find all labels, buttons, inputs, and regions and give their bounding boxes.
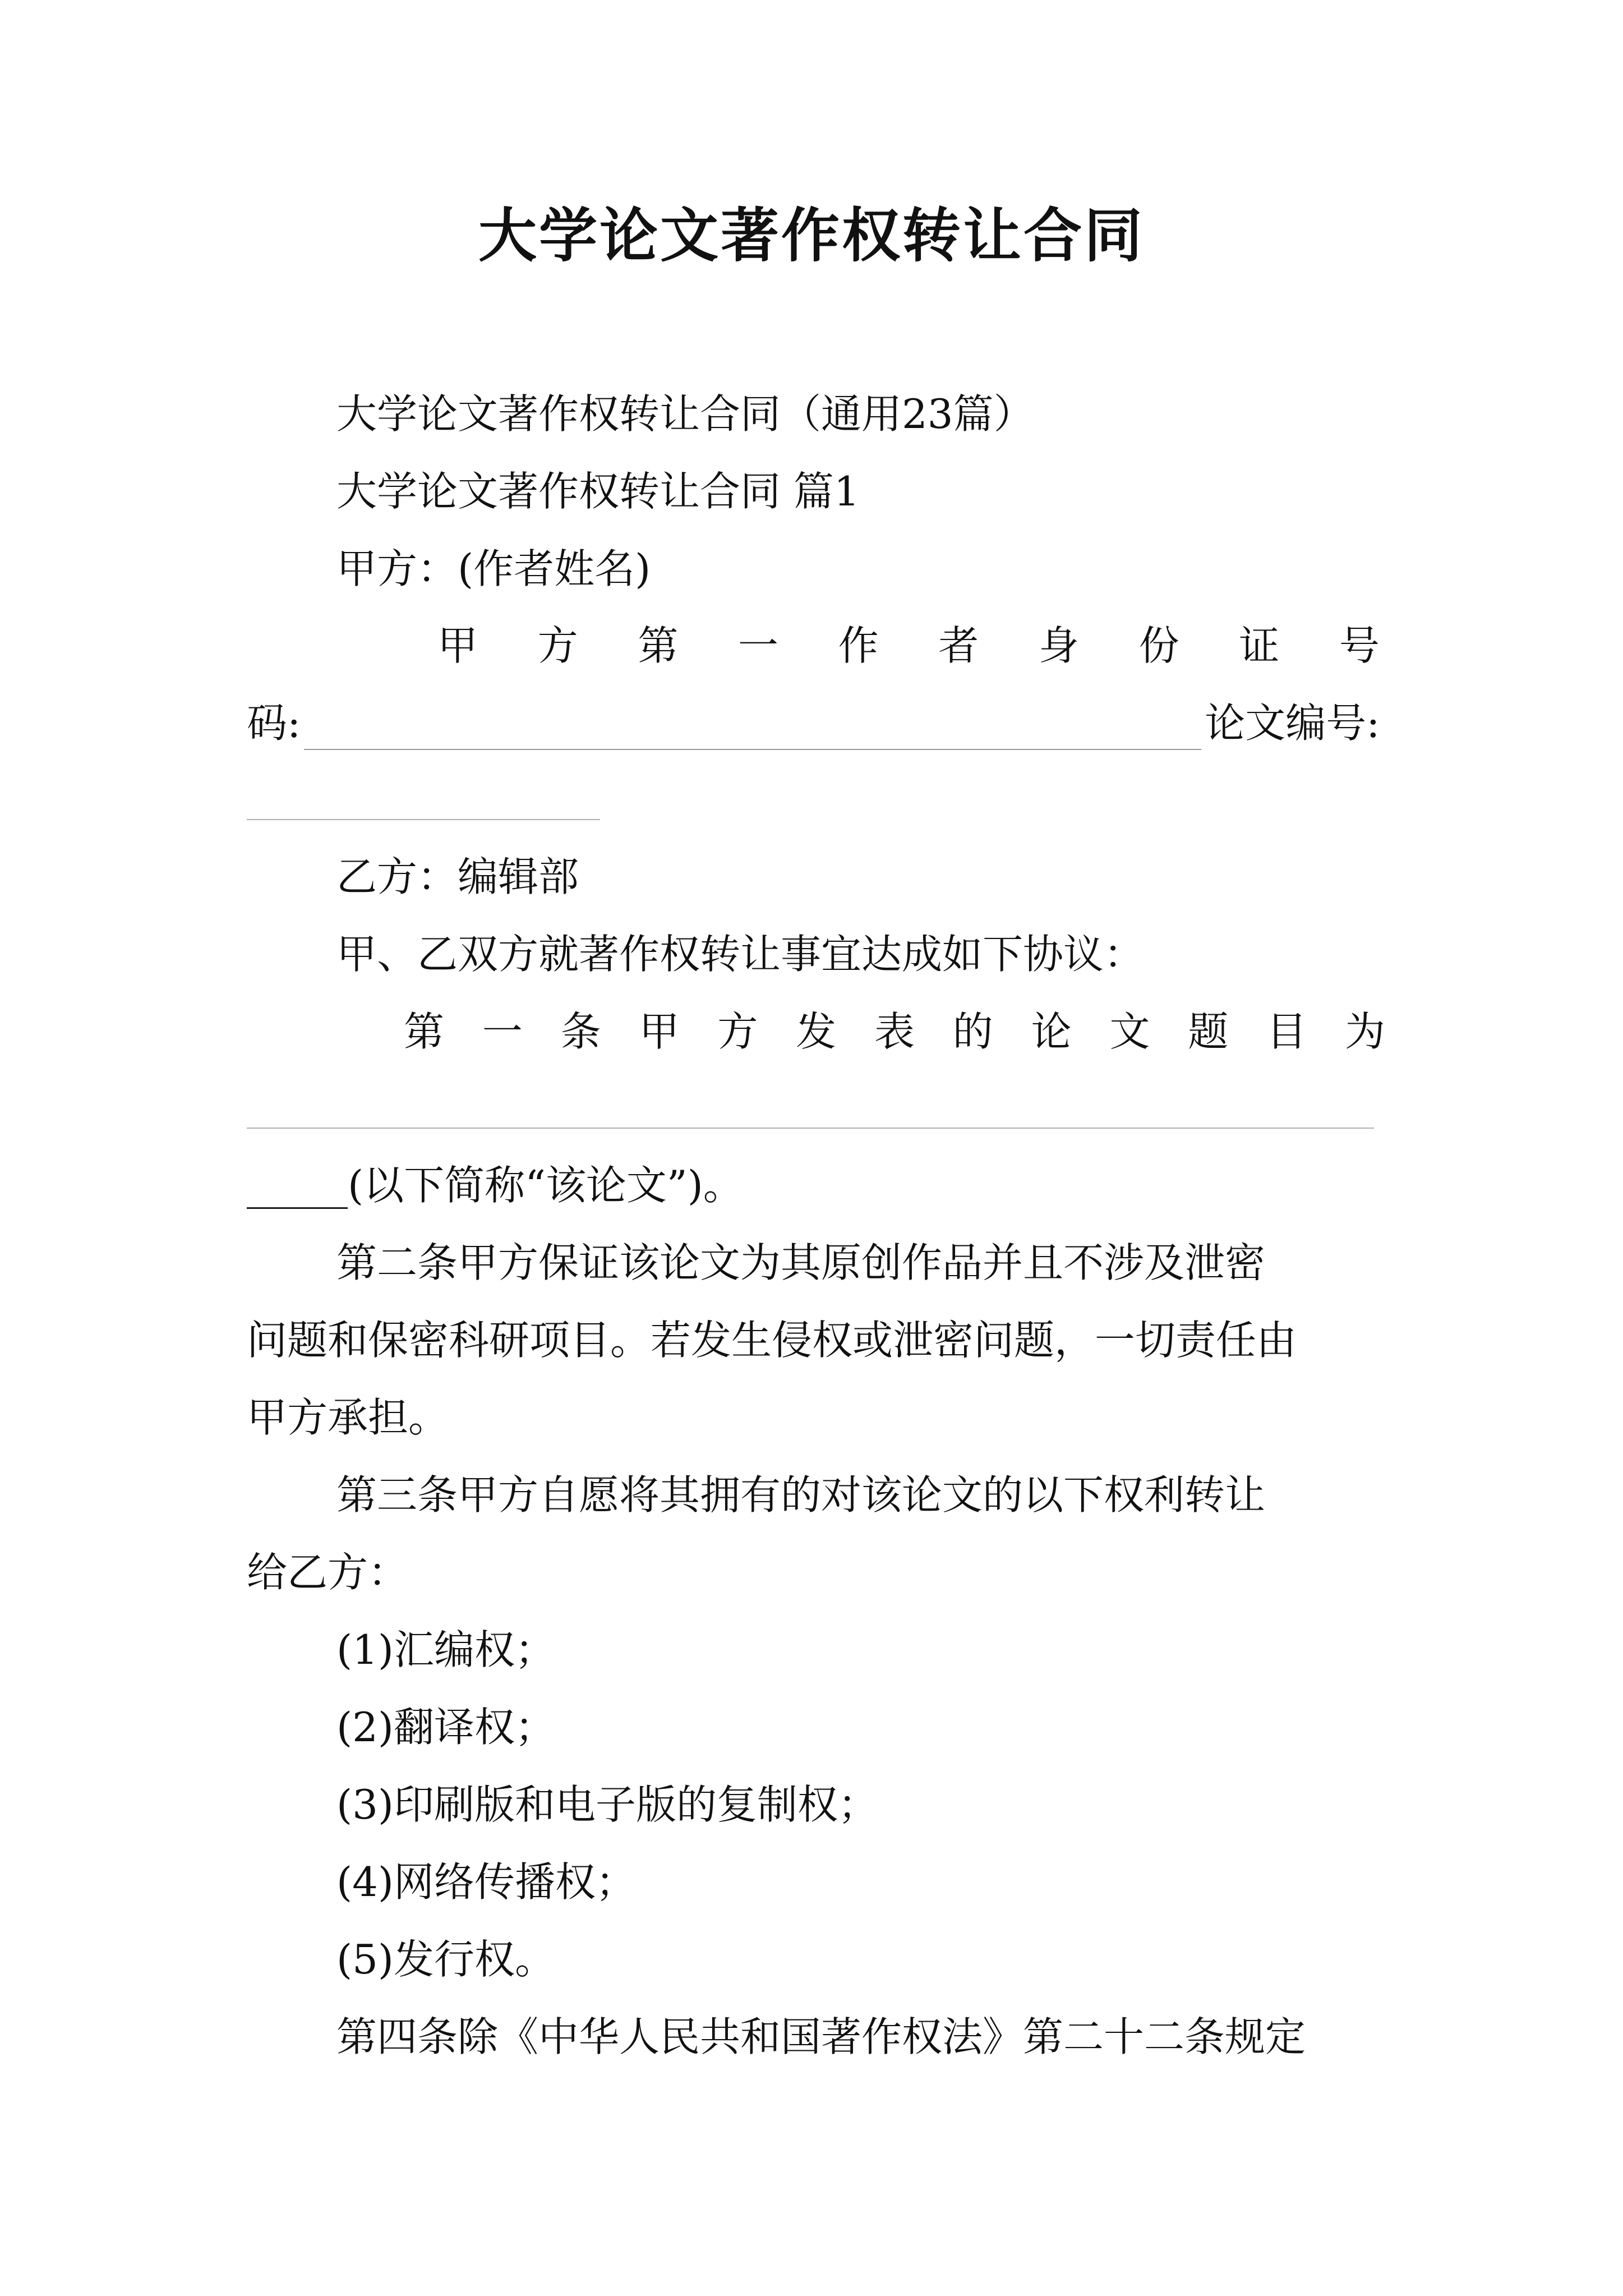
agreement-intro: 甲、乙双方就著作权转让事宜达成如下协议： — [336, 931, 1145, 978]
id-number-blank — [304, 710, 1201, 750]
right-item: (5)发行权。 — [336, 1936, 555, 1983]
article-4-line-1: 第四条除《中华人民共和国著作权法》第二十二条规定 — [336, 2013, 1306, 2060]
spread-char: 论 — [1031, 1008, 1072, 1055]
article-2-line-1: 第二条甲方保证该论文为其原创作品并且不涉及泄密 — [336, 1239, 1266, 1286]
spread-char: 身 — [1038, 622, 1079, 669]
spread-char: 方 — [537, 622, 578, 669]
spread-char: 号 — [1339, 622, 1380, 669]
id-number-suffix: 码: — [247, 700, 301, 747]
spread-char: 份 — [1138, 622, 1179, 669]
spread-char: 目 — [1266, 1008, 1307, 1055]
right-item: (4)网络传播权； — [336, 1858, 636, 1906]
document-title: 大学论文著作权转让合同 — [478, 201, 1145, 270]
spread-char: 甲 — [437, 622, 478, 669]
right-item: (1)汇编权； — [336, 1626, 555, 1673]
spread-char: 的 — [952, 1008, 993, 1055]
spread-char: 作 — [838, 622, 879, 669]
article-2-line-2: 问题和保密科研项目。若发生侵权或泄密问题，一切责任由 — [247, 1317, 1297, 1364]
spread-char: 为 — [1344, 1008, 1385, 1055]
spread-char: 题 — [1188, 1008, 1229, 1055]
spread-char: 表 — [874, 1008, 915, 1055]
spread-char: 甲 — [639, 1008, 680, 1055]
spread-char: 证 — [1239, 622, 1280, 669]
article-1-tail: _____(以下简称“该论文”)。 — [247, 1162, 744, 1209]
article-1-spread — [404, 1005, 1385, 1059]
article-2-line-3: 甲方承担。 — [247, 1394, 449, 1441]
id-number-row — [247, 696, 1385, 750]
party-b-line: 乙方：编辑部 — [336, 853, 579, 900]
spread-char: 一 — [737, 622, 778, 669]
spread-char: 发 — [796, 1008, 837, 1055]
id-number-label-spread — [437, 619, 1380, 673]
spread-char: 者 — [938, 622, 979, 669]
spread-char: 第 — [638, 622, 679, 669]
spread-char: 一 — [482, 1008, 523, 1055]
thesis-number-label: 论文编号: — [1205, 700, 1380, 747]
right-item: (3)印刷版和电子版的复制权； — [336, 1781, 878, 1828]
party-a-line: 甲方：(作者姓名) — [336, 545, 651, 592]
right-item: (2)翻译权； — [336, 1704, 555, 1751]
spread-char: 条 — [560, 1008, 601, 1055]
article-3-line-1: 第三条甲方自愿将其拥有的对该论文的以下权利转让 — [336, 1471, 1266, 1519]
document-subtitle: 大学论文著作权转让合同（通用23篇） — [336, 390, 1034, 438]
spread-char: 文 — [1109, 1008, 1150, 1055]
spread-char: 第 — [404, 1008, 445, 1055]
thesis-number-blank — [247, 819, 600, 820]
article-3-line-2: 给乙方： — [247, 1549, 409, 1596]
chapter-heading: 大学论文著作权转让合同 篇1 — [336, 468, 860, 515]
thesis-title-blank — [247, 1128, 1374, 1129]
spread-char: 方 — [717, 1008, 758, 1055]
